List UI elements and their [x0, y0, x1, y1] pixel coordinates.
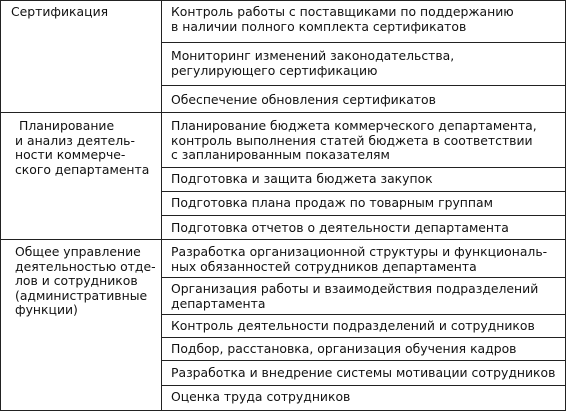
task-cell: Подготовка отчетов о деятельности департамента [171, 220, 509, 235]
row-divider [161, 215, 565, 216]
column-divider [161, 1, 162, 410]
task-cell: Подготовка и защита бюджета закупок [171, 171, 433, 186]
task-cell: Обеспечение обновления сертификатов [171, 92, 436, 107]
category-cell-management: Общее управление деятельностью отде- лов и сотрудников (административные функции) [15, 244, 156, 317]
task-cell: Подбор, расстановка, организация обучения кадров [171, 341, 517, 356]
task-cell: Мониторинг изменений законодательства, регулирующего сертификацию [171, 48, 455, 78]
category-cell-planning: Планирование и анализ деятель- ности коммерче- ского департамента [15, 118, 150, 177]
task-cell: Оценка труда сотрудников [171, 389, 351, 404]
task-cell: Организация работы и взаимодействия подразделений департамента [171, 281, 539, 311]
row-divider [161, 314, 565, 315]
task-cell: Разработка и внедрение системы мотивации сотрудников [171, 365, 556, 380]
row-divider [161, 385, 565, 386]
row-divider [161, 85, 565, 86]
row-divider [161, 337, 565, 338]
category-cell-certification: Сертификация [11, 4, 109, 19]
row-divider [161, 191, 565, 192]
task-cell: Контроль деятельности подразделений и сотрудников [171, 318, 535, 333]
row-divider [161, 360, 565, 361]
task-cell: Подготовка плана продаж по товарным группам [171, 195, 493, 210]
task-cell: Контроль работы с поставщиками по поддержанию в наличии полного комплекта сертификатов [171, 4, 514, 34]
row-divider [161, 167, 565, 168]
task-cell: Планирование бюджета коммерческого департамента, контроль выполнения статей бюджета в соответствии с запланированным показателям [171, 118, 537, 162]
section-divider [1, 112, 565, 113]
row-divider [161, 42, 565, 43]
task-cell: Разработка организационной структуры и функциональ- ных обязанностей сотрудников департамента [171, 244, 548, 274]
section-divider [1, 239, 565, 240]
row-divider [161, 277, 565, 278]
